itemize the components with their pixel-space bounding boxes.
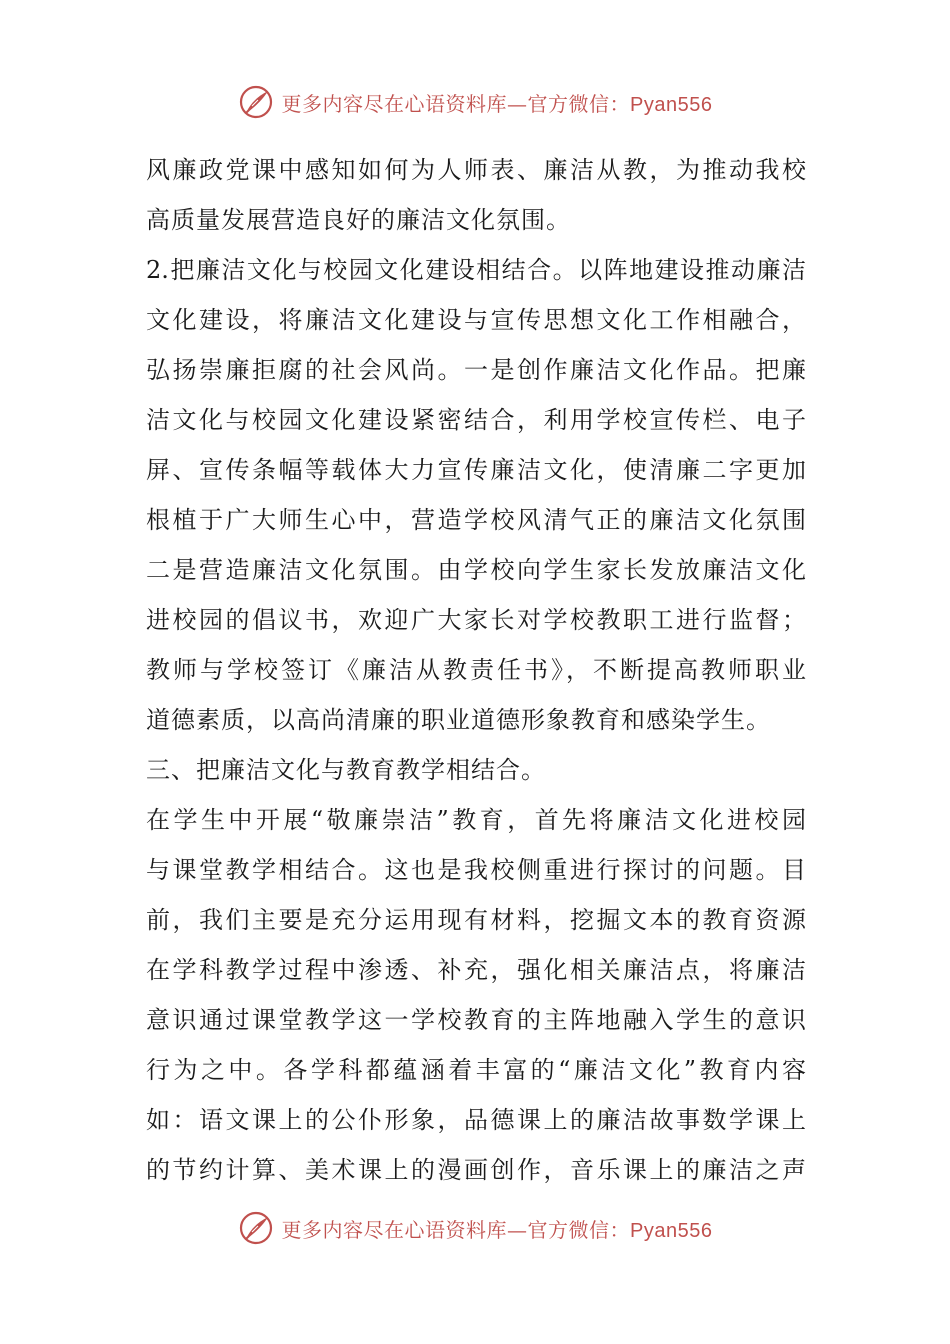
text-line: 意识通过课堂教学这一学校教育的主阵地融入学生的意识 <box>146 1006 806 1034</box>
text-line: 行为之中。各学科都蕴涵着丰富的“廉洁文化”教育内容 <box>146 1056 806 1084</box>
text-line: 洁文化与校园文化建设紧密结合，利用学校宣传栏、电子 <box>146 406 806 434</box>
text-line: 如：语文课上的公仆形象，品德课上的廉洁故事数学课上 <box>146 1106 806 1134</box>
banner-title: 更多内容尽在心语资料库—官方微信：Pyan556 <box>281 1217 713 1242</box>
banner-title: 更多内容尽在心语资料库—官方微信：Pyan556 <box>281 91 713 116</box>
text-line: 与课堂教学相结合。这也是我校侧重进行探讨的问题。目 <box>146 856 806 884</box>
text-line: 前，我们主要是充分运用现有材料，挖掘文本的教育资源 <box>146 906 806 934</box>
quill-logo-icon <box>238 1210 274 1246</box>
text-line: 的节约计算、美术课上的漫画创作，音乐课上的廉洁之声 <box>146 1156 806 1184</box>
text-line: 进校园的倡议书，欢迎广大家长对学校教职工进行监督； <box>146 606 806 634</box>
header-banner <box>0 82 950 122</box>
text-line: 根植于广大师生心中，营造学校风清气正的廉洁文化氛围 <box>146 506 806 534</box>
text-line: 在学科教学过程中渗透、补充，强化相关廉洁点，将廉洁 <box>146 956 806 984</box>
text-line: 弘扬崇廉拒腐的社会风尚。一是创作廉洁文化作品。把廉 <box>146 356 806 384</box>
section-heading: 三、把廉洁文化与教育教学相结合。 <box>146 756 546 784</box>
footer-banner <box>0 1208 950 1248</box>
text-line: 二是营造廉洁文化氛围。由学校向学生家长发放廉洁文化 <box>146 556 806 584</box>
text-line: 风廉政党课中感知如何为人师表、廉洁从教，为推动我校 <box>146 156 806 184</box>
wechat-handle: Pyan556 <box>630 93 713 116</box>
text-line: 屏、宣传条幅等载体大力宣传廉洁文化，使清廉二字更加 <box>146 456 806 484</box>
quill-logo-icon <box>238 84 274 120</box>
text-line: 道德素质，以高尚清廉的职业道德形象教育和感染学生。 <box>146 706 771 734</box>
text-line: 2.把廉洁文化与校园文化建设相结合。以阵地建设推动廉洁 <box>146 256 806 284</box>
wechat-handle: Pyan556 <box>630 1219 713 1242</box>
text-line: 在学生中开展“敬廉崇洁”教育，首先将廉洁文化进校园 <box>146 806 806 834</box>
text-line: 教师与学校签订《廉洁从教责任书》，不断提高教师职业 <box>146 656 806 684</box>
text-line: 高质量发展营造良好的廉洁文化氛围。 <box>146 206 571 234</box>
text-line: 文化建设，将廉洁文化建设与宣传思想文化工作相融合， <box>146 306 806 334</box>
document-body <box>146 145 806 1195</box>
